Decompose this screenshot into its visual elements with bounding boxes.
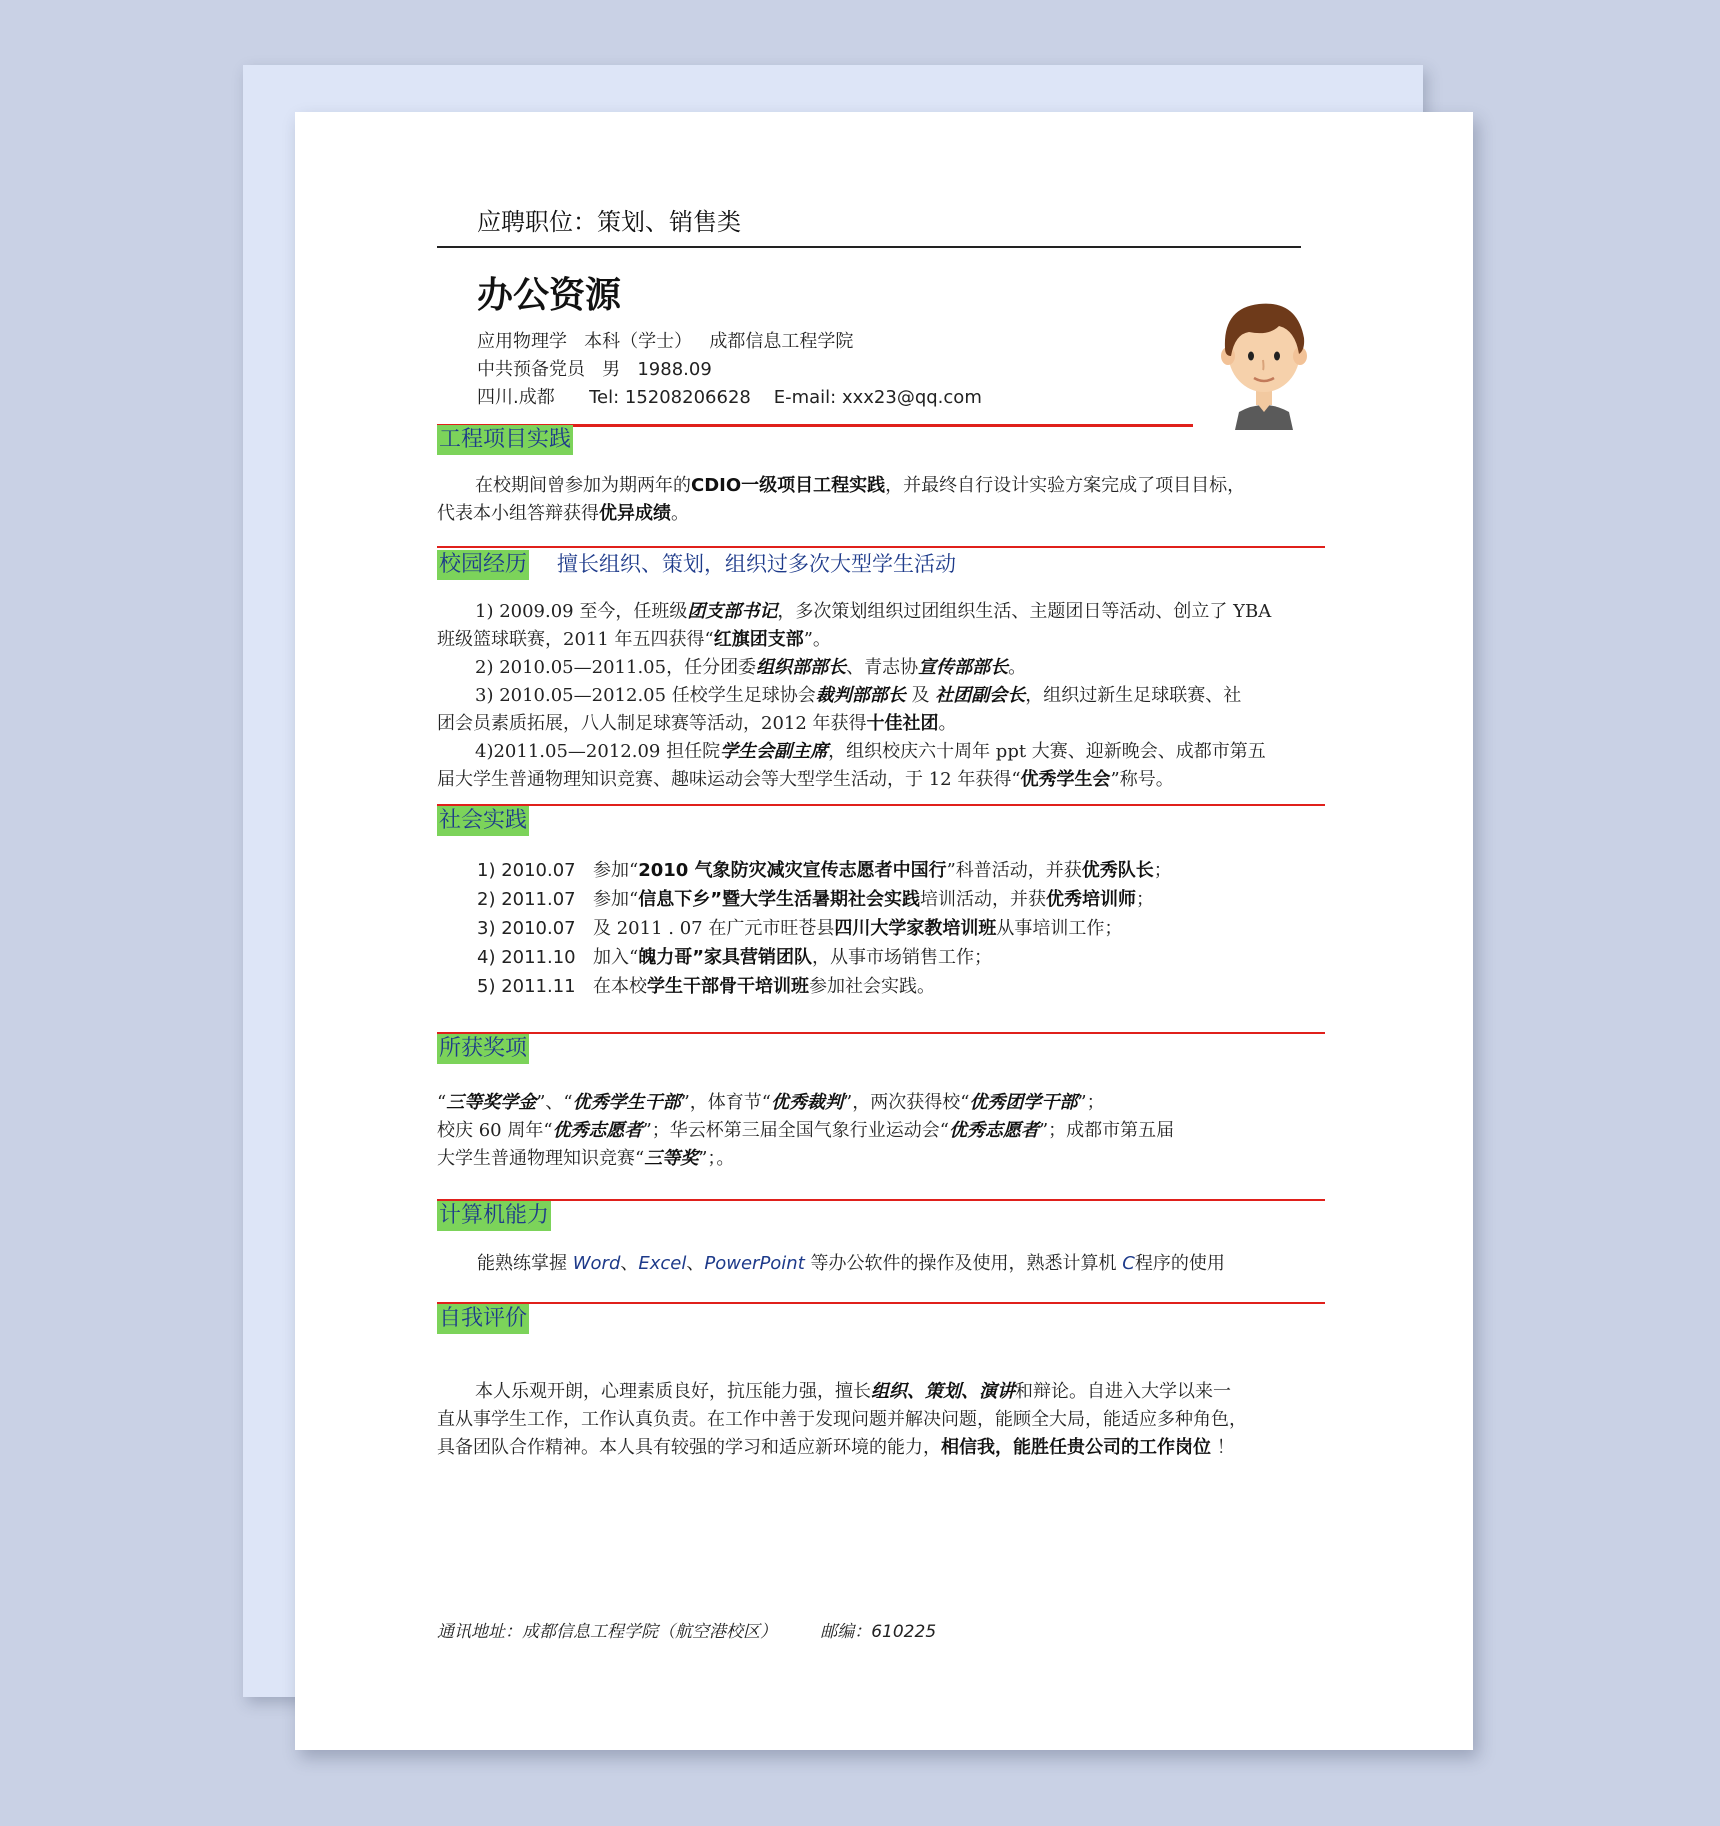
- awards-text: ”；。: [698, 1148, 735, 1169]
- campus-item1-text-4: ”。: [803, 629, 831, 650]
- engineering-project-name: CDIO一级项目工程实践: [691, 475, 886, 496]
- campus-item4-text-2: ，组织校庆六十周年 ppt 大赛、迎新晚会、成都市第五: [828, 741, 1266, 762]
- self-closing: 相信我，能胜任贵公司的工作岗位: [941, 1437, 1211, 1458]
- social-item-text-2: 参加社会实践。: [809, 976, 935, 997]
- engineering-text-1: 在校期间曾参加为期两年的: [475, 475, 691, 496]
- awards-text: ”、“: [536, 1092, 573, 1113]
- social-item-activity: 四川大学家教培训班: [834, 918, 997, 939]
- birth-date: 1988.09: [637, 359, 712, 380]
- gender: 男: [602, 359, 621, 380]
- section-self-heading: [437, 1304, 529, 1334]
- social-item-text-2: 从事培训工作；: [996, 918, 1123, 939]
- awards-text: 大学生普通物理知识竞赛“: [437, 1148, 645, 1169]
- social-item-date: 2) 2011.07: [477, 889, 576, 910]
- software-word: Word: [572, 1253, 621, 1274]
- social-item: [477, 915, 1122, 943]
- self-strengths: 组织、策划、演讲: [871, 1381, 1015, 1402]
- campus-item3-text-3: ，组织过新生足球联赛、社: [1025, 685, 1242, 706]
- info-line-contact: [477, 383, 982, 409]
- section-awards-heading: [437, 1034, 529, 1064]
- self-paragraph: [437, 1378, 1325, 1462]
- divider-awards: [437, 1032, 1325, 1034]
- campus-item3-text: 3) 2010.05—2012.05 任校学生足球协会: [475, 685, 816, 706]
- campus-item2-text-3: 。: [1008, 657, 1027, 678]
- engineering-text-3: 代表本小组答辩获得: [437, 503, 599, 524]
- social-item-text-2: ”科普活动，并获: [946, 860, 1082, 881]
- campus-item3-role-2: 社团副会长: [935, 685, 1026, 706]
- section-computer-title: 计算机能力: [437, 1201, 551, 1231]
- social-item-date: 1) 2010.07: [477, 860, 576, 881]
- self-text-2: 和辩论。自进入大学以来一: [1015, 1381, 1231, 1402]
- social-item-activity: 魄力哥”家具营销团队: [638, 947, 813, 968]
- software-powerpoint: PowerPoint: [704, 1253, 805, 1274]
- computer-paragraph: [477, 1250, 1325, 1278]
- awards-text: ”；成都市第五届: [1038, 1120, 1175, 1141]
- info-line-personal: [477, 355, 712, 381]
- engineering-result: 优异成绩: [599, 503, 671, 524]
- campus-item1-text-3: 班级篮球联赛，2011 年五四获得“: [437, 629, 714, 650]
- avatar-cartoon-icon: [1209, 290, 1319, 430]
- campus-item1-text: 1) 2009.09 至今，任班级: [475, 601, 688, 622]
- campus-item2-text: 2) 2010.05—2011.05，任分团委: [475, 657, 757, 678]
- engineering-text-4: 。: [671, 503, 689, 524]
- social-item-text: 参加“: [593, 889, 639, 910]
- social-item-text-2: 培训活动，并获: [920, 889, 1047, 910]
- divider-social: [437, 804, 1325, 806]
- awards-text: 校庆 60 周年“: [437, 1120, 553, 1141]
- major: 应用物理学: [477, 331, 567, 352]
- software-excel: Excel: [638, 1253, 687, 1274]
- section-campus-heading: [437, 548, 956, 578]
- email: E-mail: xxx23@qq.com: [773, 387, 982, 408]
- section-engineering-title: 工程项目实践: [437, 425, 573, 455]
- social-item-text-3: ；: [1136, 889, 1155, 910]
- social-item: [477, 886, 1154, 914]
- social-item: [477, 944, 992, 972]
- university: 成都信息工程学院: [709, 331, 854, 352]
- social-item-date: 4) 2011.10: [477, 947, 576, 968]
- section-self-title: 自我评价: [437, 1304, 529, 1334]
- telephone: Tel: 15208206628: [589, 387, 751, 408]
- self-text-3: 直从事学生工作，工作认真负责。在工作中善于发现问题并解决问题，能顾全大局，能适应多种角色，: [437, 1409, 1247, 1430]
- resume-page: [295, 112, 1473, 1750]
- social-item-award: 优秀队长: [1081, 860, 1154, 881]
- award-name: 三等奖: [644, 1148, 699, 1169]
- campus-item4-text: 4)2011.05—2012.09 担任院: [475, 741, 721, 762]
- campus-item3-role: 裁判部部长: [815, 685, 906, 706]
- award-name: 优秀团学干部: [969, 1092, 1078, 1113]
- awards-text: ”；: [1077, 1092, 1105, 1113]
- section-engineering-heading: [437, 425, 573, 455]
- social-item-text-2: ，从事市场销售工作；: [812, 947, 993, 968]
- awards-text: ”，两次获得校“: [843, 1092, 970, 1113]
- campus-item1-role: 团支部书记: [687, 601, 778, 622]
- campus-item4-text-3: 届大学生普通物理知识竞赛、趣味运动会等大型学生活动，于 12 年获得“: [437, 769, 1021, 790]
- campus-item1-award: 红旗团支部: [713, 629, 804, 650]
- awards-paragraph: [437, 1089, 1325, 1173]
- apply-position-label: 应聘职位：策划、销售类: [477, 208, 741, 236]
- section-social-heading: [437, 806, 529, 836]
- campus-item3-text-4: 团会员素质拓展，八人制足球赛等活动，2012 年获得: [437, 713, 867, 734]
- campus-item1-text-2: ，多次策划组织过团组织生活、主题团日等活动、创立了 YBA: [777, 601, 1272, 622]
- self-text-4: 具备团队合作精神。本人具有较强的学习和适应新环境的能力，: [437, 1437, 941, 1458]
- award-name: 优秀志愿者: [552, 1120, 643, 1141]
- campus-paragraph: [437, 598, 1325, 794]
- award-name: 优秀裁判: [771, 1092, 844, 1113]
- awards-text: ”；华云杯第三届全国气象行业运动会“: [642, 1120, 949, 1141]
- campus-item4-award: 优秀学生会: [1020, 769, 1111, 790]
- self-text: 本人乐观开朗，心理素质良好，抗压能力强，擅长: [475, 1381, 871, 1402]
- campus-item2-role: 组织部部长: [756, 657, 847, 678]
- computer-text: 能熟练掌握: [477, 1253, 567, 1274]
- social-item-text: 参加“: [593, 860, 639, 881]
- campus-item3-award: 十佳社团: [866, 713, 939, 734]
- political-status: 中共预备党员: [477, 359, 585, 380]
- engineering-paragraph: [437, 472, 1325, 528]
- campus-item4-role: 学生会副主席: [720, 741, 829, 762]
- language-c: C: [1122, 1253, 1135, 1274]
- social-item-text-3: ；: [1153, 860, 1172, 881]
- info-line-education: [477, 327, 853, 353]
- mailing-address: 通讯地址：成都信息工程学院（航空港校区）: [437, 1622, 777, 1642]
- social-item-activity: 信息下乡”暨大学生活暑期社会实践: [638, 889, 921, 910]
- social-item-date: 3) 2010.07: [477, 918, 576, 939]
- degree: 本科（学士）: [584, 331, 693, 352]
- divider-self: [437, 1302, 1325, 1304]
- self-text-5: ！: [1216, 1437, 1235, 1458]
- footer-address: [437, 1617, 936, 1642]
- social-item: [477, 857, 1172, 885]
- apply-position-header: [437, 202, 1301, 248]
- computer-text-2: 等办公软件的操作及使用，熟悉计算机: [810, 1253, 1117, 1274]
- social-item-text: 加入“: [593, 947, 639, 968]
- social-item-text: 在本校: [593, 976, 647, 997]
- campus-item3-text-2: 及: [911, 685, 930, 706]
- award-name: 优秀志愿者: [948, 1120, 1039, 1141]
- social-item-activity: 2010 气象防灾减灾宣传志愿者中国行: [638, 860, 947, 881]
- divider-computer: [437, 1199, 1325, 1201]
- section-campus-subtitle: 擅长组织、策划，组织过多次大型学生活动: [557, 552, 957, 576]
- social-item-text: 及 2011 . 07 在广元市旺苍县: [593, 918, 835, 939]
- campus-item4-text-4: ”称号。: [1110, 769, 1174, 790]
- section-campus-title: 校园经历: [437, 550, 529, 580]
- campus-item2-text-2: 、青志协: [846, 657, 919, 678]
- computer-separator: 、: [686, 1253, 705, 1274]
- award-name: 优秀学生干部: [572, 1092, 681, 1113]
- social-item-award: 优秀培训师: [1046, 889, 1137, 910]
- candidate-name: 办公资源: [477, 275, 622, 316]
- section-awards-title: 所获奖项: [437, 1034, 529, 1064]
- section-computer-heading: [437, 1201, 551, 1231]
- location: 四川.成都: [477, 387, 555, 408]
- awards-text: ”，体育节“: [680, 1092, 772, 1113]
- postcode: 邮编：610225: [820, 1622, 937, 1642]
- campus-item3-text-5: 。: [938, 713, 957, 734]
- computer-text-3: 程序的使用: [1134, 1253, 1225, 1274]
- social-item-date: 5) 2011.11: [477, 976, 576, 997]
- awards-text: “: [437, 1092, 447, 1113]
- section-social-title: 社会实践: [437, 806, 529, 836]
- campus-item2-role-2: 宣传部部长: [918, 657, 1009, 678]
- social-item-activity: 学生干部骨干培训班: [647, 976, 809, 997]
- computer-separator: 、: [620, 1253, 639, 1274]
- award-name: 三等奖学金: [446, 1092, 537, 1113]
- engineering-text-2: ，并最终自行设计实验方案完成了项目目标，: [885, 475, 1246, 496]
- social-item: [477, 973, 935, 1001]
